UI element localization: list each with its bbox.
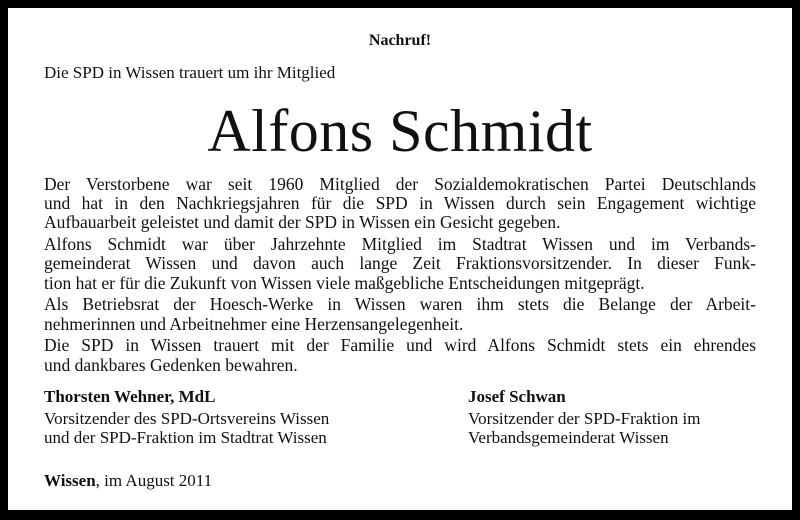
paragraph-line: nehmerinnen und Arbeitnehmer eine Herzensangelegenheit. [44,313,464,334]
signatory-name: Thorsten Wehner, MdL [44,387,216,406]
paragraph [44,336,756,374]
paragraph [44,235,756,293]
signatory-title-line: und der SPD-Fraktion im Stadtrat Wissen [44,428,327,447]
place-city: Wissen [44,471,96,490]
paragraph [44,175,756,233]
obituary-body [44,175,756,377]
notice-heading: Nachruf! [368,32,432,49]
paragraph-line: tion hat er für die Zukunft von Wissen viele maßgebliche Entscheidungen mitgeprägt. [44,272,645,293]
paragraph-line: Alfons Schmidt war über Jahrzehnte Mitglied im Stadtrat Wissen und im Verbands- [44,234,756,255]
signatory-title-line: Vorsitzender der SPD-Fraktion im [468,409,701,428]
paragraph [44,295,756,333]
signatory-1 [44,387,329,447]
paragraph-line: Als Betriebsrat der Hoesch-Werke in Wissen waren ihm stets die Belange der Arbeit- [44,294,756,315]
paragraph-line: und hat in den Nachkriegsjahren für die SPD in Wissen durch sein Engagement wichtige [44,193,756,214]
obituary-notice [8,8,792,510]
intro-text: Die SPD in Wissen trauert um ihr Mitglied [44,63,336,82]
signatory-title-line: Verbandsgemeinderat Wissen [468,428,669,447]
paragraph-line: gemeinderat Wissen und davon auch lange Zeit Fraktionsvorsitzender. In dieser Funk- [44,253,756,274]
paragraph-line: Der Verstorbene war seit 1960 Mitglied der Sozialdemokratischen Partei Deutschlands [44,174,756,194]
signatory-name: Josef Schwan [468,387,566,406]
deceased-name: Alfons Schmidt [207,98,593,164]
place-date [44,471,212,491]
paragraph-line: Aufbauarbeit geleistet und damit der SPD in Wissen ein Gesicht gegeben. [44,212,561,233]
date-text: , im August 2011 [95,471,213,490]
paragraph-line: und dankbares Gedenken bewahren. [44,354,298,375]
signatory-2 [468,387,700,447]
signatory-title-line: Vorsitzender des SPD-Ortsvereins Wissen [44,409,330,428]
paragraph-line: Die SPD in Wissen trauert mit der Familie und wird Alfons Schmidt stets ein ehrendes [44,335,756,356]
